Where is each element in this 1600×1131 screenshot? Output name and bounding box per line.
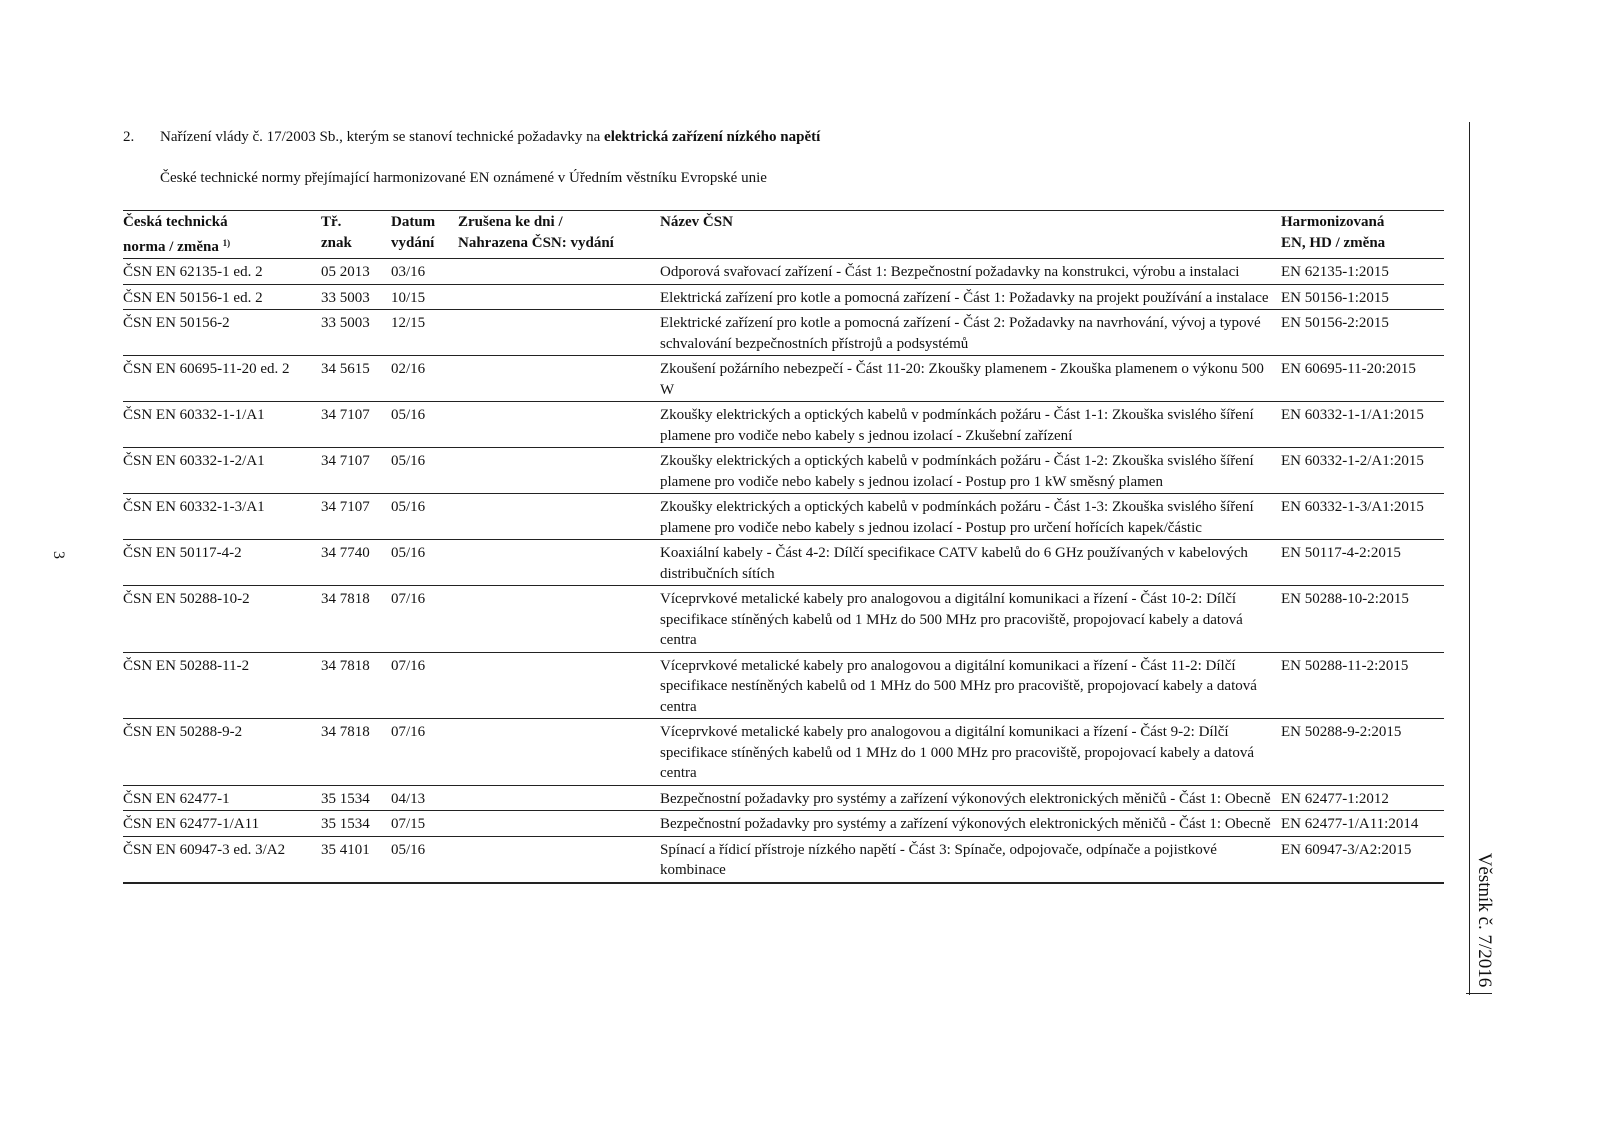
cell-harm: EN 62477-1/A11:2014 [1281, 811, 1444, 837]
cell-tr: 34 7818 [321, 586, 391, 653]
cell-harm: EN 60332-1-1/A1:2015 [1281, 402, 1444, 448]
table-row [123, 586, 1444, 653]
table-row [123, 310, 1444, 356]
cell-nazev: Zkoušky elektrických a optických kabelů v podmínkách požáru - Část 1-3: Zkouška svislého šíření plamene pro vodiče nebo kabely s jednou izolací - Postup pro určení hořících kapek/částic [660, 494, 1281, 540]
footnote-marker: 1) [222, 237, 231, 248]
cell-tr: 35 1534 [321, 811, 391, 837]
cell-datum: 05/16 [391, 494, 458, 540]
cell-norm: ČSN EN 62477-1 [123, 785, 321, 811]
norms-table [123, 210, 1444, 884]
cell-harm: EN 50288-11-2:2015 [1281, 652, 1444, 719]
cell-norm: ČSN EN 62135-1 ed. 2 [123, 259, 321, 285]
table-row [123, 448, 1444, 494]
table-row [123, 785, 1444, 811]
table-row [123, 402, 1444, 448]
cell-datum: 10/15 [391, 284, 458, 310]
header-datum: Datum vydání [391, 211, 458, 259]
cell-norm: ČSN EN 62477-1/A11 [123, 811, 321, 837]
cell-norm: ČSN EN 60332-1-2/A1 [123, 448, 321, 494]
cell-tr: 34 7740 [321, 540, 391, 586]
cell-nazev: Zkoušky elektrických a optických kabelů v podmínkách požáru - Část 1-1: Zkouška svislého šíření plamene pro vodiče nebo kabely s jednou izolací - Zkušební zařízení [660, 402, 1281, 448]
cell-norm: ČSN EN 50117-4-2 [123, 540, 321, 586]
cell-tr: 33 5003 [321, 284, 391, 310]
cell-harm: EN 50288-10-2:2015 [1281, 586, 1444, 653]
footer-rule [1466, 993, 1492, 994]
section-heading-bold: elektrická zařízení nízkého napětí [604, 129, 821, 145]
cell-tr: 05 2013 [321, 259, 391, 285]
cell-zrusena [458, 494, 660, 540]
cell-harm: EN 60947-3/A2:2015 [1281, 836, 1444, 883]
cell-datum: 07/16 [391, 652, 458, 719]
cell-nazev: Víceprvkové metalické kabely pro analogovou a digitální komunikaci a řízení - Část 9-2: Dílčí specifikace stíněných kabelů od 1 MHz do 1 000 MHz pro pracoviště, propojovací kabely a datová centra [660, 719, 1281, 786]
table-header-row [123, 211, 1444, 259]
cell-norm: ČSN EN 50156-1 ed. 2 [123, 284, 321, 310]
cell-tr: 34 7107 [321, 448, 391, 494]
cell-norm: ČSN EN 50288-10-2 [123, 586, 321, 653]
cell-harm: EN 60332-1-2/A1:2015 [1281, 448, 1444, 494]
table-row [123, 494, 1444, 540]
cell-nazev: Bezpečnostní požadavky pro systémy a zařízení výkonových elektronických měničů - Část 1: Obecně [660, 811, 1281, 837]
cell-datum: 07/16 [391, 586, 458, 653]
cell-datum: 05/16 [391, 836, 458, 883]
cell-datum: 12/15 [391, 310, 458, 356]
cell-tr: 34 7818 [321, 719, 391, 786]
cell-datum: 05/16 [391, 448, 458, 494]
cell-norm: ČSN EN 60332-1-1/A1 [123, 402, 321, 448]
table-row [123, 356, 1444, 402]
cell-harm: EN 50156-1:2015 [1281, 284, 1444, 310]
cell-harm: EN 50117-4-2:2015 [1281, 540, 1444, 586]
header-nazev: Název ČSN [660, 211, 1281, 259]
table-row [123, 652, 1444, 719]
cell-norm: ČSN EN 60695-11-20 ed. 2 [123, 356, 321, 402]
cell-datum: 05/16 [391, 540, 458, 586]
table-row [123, 836, 1444, 883]
cell-datum: 03/16 [391, 259, 458, 285]
cell-zrusena [458, 652, 660, 719]
cell-zrusena [458, 540, 660, 586]
cell-tr: 34 7107 [321, 402, 391, 448]
cell-harm: EN 50288-9-2:2015 [1281, 719, 1444, 786]
cell-tr: 33 5003 [321, 310, 391, 356]
cell-norm: ČSN EN 50288-11-2 [123, 652, 321, 719]
header-harm: Harmonizovaná EN, HD / změna [1281, 211, 1444, 259]
header-norm: Česká technická norma / změna $^{1)}$ [123, 211, 321, 259]
cell-nazev: Elektrické zařízení pro kotle a pomocná zařízení - Část 2: Požadavky na navrhování, vývoj a typové schvalování bezpečnostních přístrojů a podsystémů [660, 310, 1281, 356]
cell-nazev: Zkoušky elektrických a optických kabelů v podmínkách požáru - Část 1-2: Zkouška svislého šíření plamene pro vodiče nebo kabely s jednou izolací - Postup pro 1 kW směsný plamen [660, 448, 1281, 494]
cell-zrusena [458, 811, 660, 837]
cell-nazev: Odporová svařovací zařízení - Část 1: Bezpečnostní požadavky na konstrukci, výrobu a instalaci [660, 259, 1281, 285]
cell-harm: EN 62477-1:2012 [1281, 785, 1444, 811]
section-heading [123, 127, 1443, 147]
section-heading-text: Nařízení vlády č. 17/2003 Sb., kterým se stanoví technické požadavky na [160, 129, 605, 145]
header-zrusena: Zrušena ke dni / Nahrazena ČSN: vydání [458, 211, 660, 259]
cell-datum: 07/15 [391, 811, 458, 837]
cell-tr: 35 1534 [321, 785, 391, 811]
page-number: 3 [50, 551, 67, 559]
table-row [123, 540, 1444, 586]
cell-tr: 34 7818 [321, 652, 391, 719]
cell-tr: 34 7107 [321, 494, 391, 540]
cell-nazev: Víceprvkové metalické kabely pro analogovou a digitální komunikaci a řízení - Část 11-2: Dílčí specifikace nestíněných kabelů od 1 MHz do 500 MHz pro pracoviště, propojovací kabely a datová centra [660, 652, 1281, 719]
table-row [123, 284, 1444, 310]
cell-nazev: Víceprvkové metalické kabely pro analogovou a digitální komunikaci a řízení - Část 10-2: Dílčí specifikace stíněných kabelů od 1 MHz do 500 MHz pro pracoviště, propojovací kabely a datová centra [660, 586, 1281, 653]
cell-datum: 05/16 [391, 402, 458, 448]
cell-nazev: Zkoušení požárního nebezpečí - Část 11-20: Zkoušky plamenem - Zkouška plamenem o výkonu 500 W [660, 356, 1281, 402]
cell-norm: ČSN EN 50156-2 [123, 310, 321, 356]
cell-zrusena [458, 310, 660, 356]
table-row [123, 259, 1444, 285]
cell-nazev: Koaxiální kabely - Část 4-2: Dílčí specifikace CATV kabelů do 6 GHz používaných v kabelových distribučních sítích [660, 540, 1281, 586]
table-row [123, 719, 1444, 786]
cell-datum: 04/13 [391, 785, 458, 811]
cell-zrusena [458, 785, 660, 811]
journal-label: Věstník č. 7/2016 [1474, 852, 1495, 988]
margin-rule [1469, 122, 1470, 995]
cell-zrusena [458, 259, 660, 285]
cell-harm: EN 60695-11-20:2015 [1281, 356, 1444, 402]
cell-zrusena [458, 586, 660, 653]
cell-norm: ČSN EN 50288-9-2 [123, 719, 321, 786]
cell-harm: EN 62135-1:2015 [1281, 259, 1444, 285]
header-tr: Tř. znak [321, 211, 391, 259]
cell-zrusena [458, 719, 660, 786]
cell-nazev: Elektrická zařízení pro kotle a pomocná zařízení - Část 1: Požadavky na projekt používání a instalace [660, 284, 1281, 310]
cell-nazev: Bezpečnostní požadavky pro systémy a zařízení výkonových elektronických měničů - Část 1: Obecně [660, 785, 1281, 811]
cell-tr: 34 5615 [321, 356, 391, 402]
cell-zrusena [458, 448, 660, 494]
cell-zrusena [458, 356, 660, 402]
cell-harm: EN 60332-1-3/A1:2015 [1281, 494, 1444, 540]
cell-zrusena [458, 284, 660, 310]
cell-zrusena [458, 402, 660, 448]
cell-nazev: Spínací a řídicí přístroje nízkého napětí - Část 3: Spínače, odpojovače, odpínače a pojistkové kombinace [660, 836, 1281, 883]
cell-tr: 35 4101 [321, 836, 391, 883]
table-row [123, 811, 1444, 837]
cell-harm: EN 50156-2:2015 [1281, 310, 1444, 356]
section-subheading: České technické normy přejímající harmonizované EN oznámené v Úředním věstníku Evropské unie [160, 170, 767, 186]
cell-norm: ČSN EN 60332-1-3/A1 [123, 494, 321, 540]
cell-norm: ČSN EN 60947-3 ed. 3/A2 [123, 836, 321, 883]
cell-zrusena [458, 836, 660, 883]
cell-datum: 07/16 [391, 719, 458, 786]
cell-datum: 02/16 [391, 356, 458, 402]
section-number: 2. [123, 129, 135, 145]
